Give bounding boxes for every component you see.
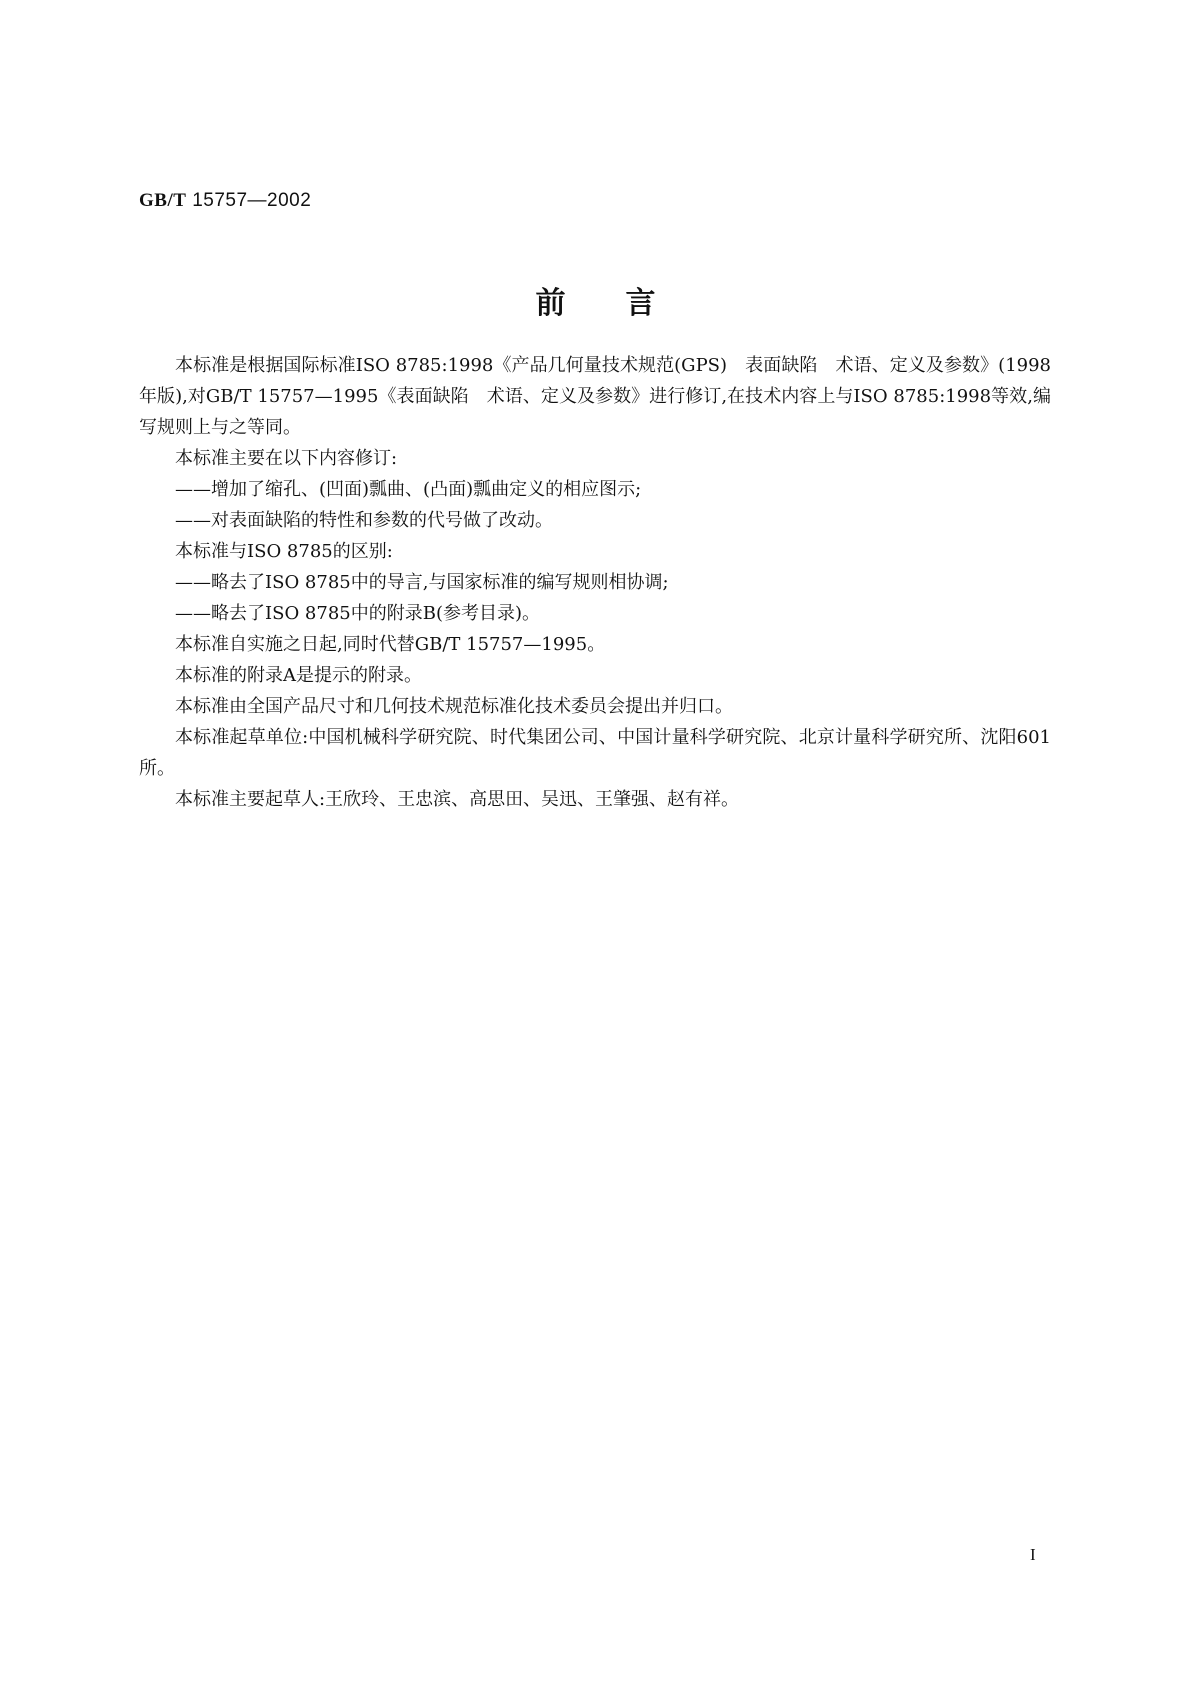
paragraph-drafters: 本标准主要起草人:王欣玲、王忠滨、高思田、吴迅、王肇强、赵有祥。 <box>175 789 740 810</box>
standard-code-number: 15757—2002 <box>192 190 312 211</box>
list-item-revision-2: ——对表面缺陷的特性和参数的代号做了改动。 <box>175 510 553 531</box>
list-item-difference-1: ——略去了ISO 8785中的导言,与国家标准的编写规则相协调; <box>175 572 669 593</box>
paragraph-proposer: 本标准由全国产品尺寸和几何技术规范标准化技术委员会提出并归口。 <box>175 696 733 717</box>
paragraph-basis: 本标准是根据国际标准ISO 8785:1998《产品几何量技术规范(GPS) 表面缺陷 术语、定义及参数》(1998年版),对GB/T 15757—1995《表面缺陷 术语、定义及参数》进行修订,在技术内容上与ISO 8785:1998等效,编写规则上与之等同。 <box>139 355 1051 438</box>
list-item-difference-2: ——略去了ISO 8785中的附录B(参考目录)。 <box>175 603 540 624</box>
page-title: 前言 <box>535 286 716 321</box>
paragraph-annex: 本标准的附录A是提示的附录。 <box>175 665 422 686</box>
paragraph-differences-intro: 本标准与ISO 8785的区别: <box>175 541 393 562</box>
foreword-body <box>139 350 1051 815</box>
paragraph-revisions-intro: 本标准主要在以下内容修订: <box>175 448 398 469</box>
standard-code-prefix: GB/T <box>139 190 187 211</box>
standard-code <box>139 190 311 212</box>
paragraph-replacement: 本标准自实施之日起,同时代替GB/T 15757—1995。 <box>175 634 606 655</box>
list-item-revision-1: ——增加了缩孔、(凹面)瓢曲、(凸面)瓢曲定义的相应图示; <box>175 479 642 500</box>
paragraph-drafting-units: 本标准起草单位:中国机械科学研究院、时代集团公司、中国计量科学研究院、北京计量科学研究所、沈阳601所。 <box>139 727 1051 779</box>
page-number: I <box>1030 1545 1036 1564</box>
